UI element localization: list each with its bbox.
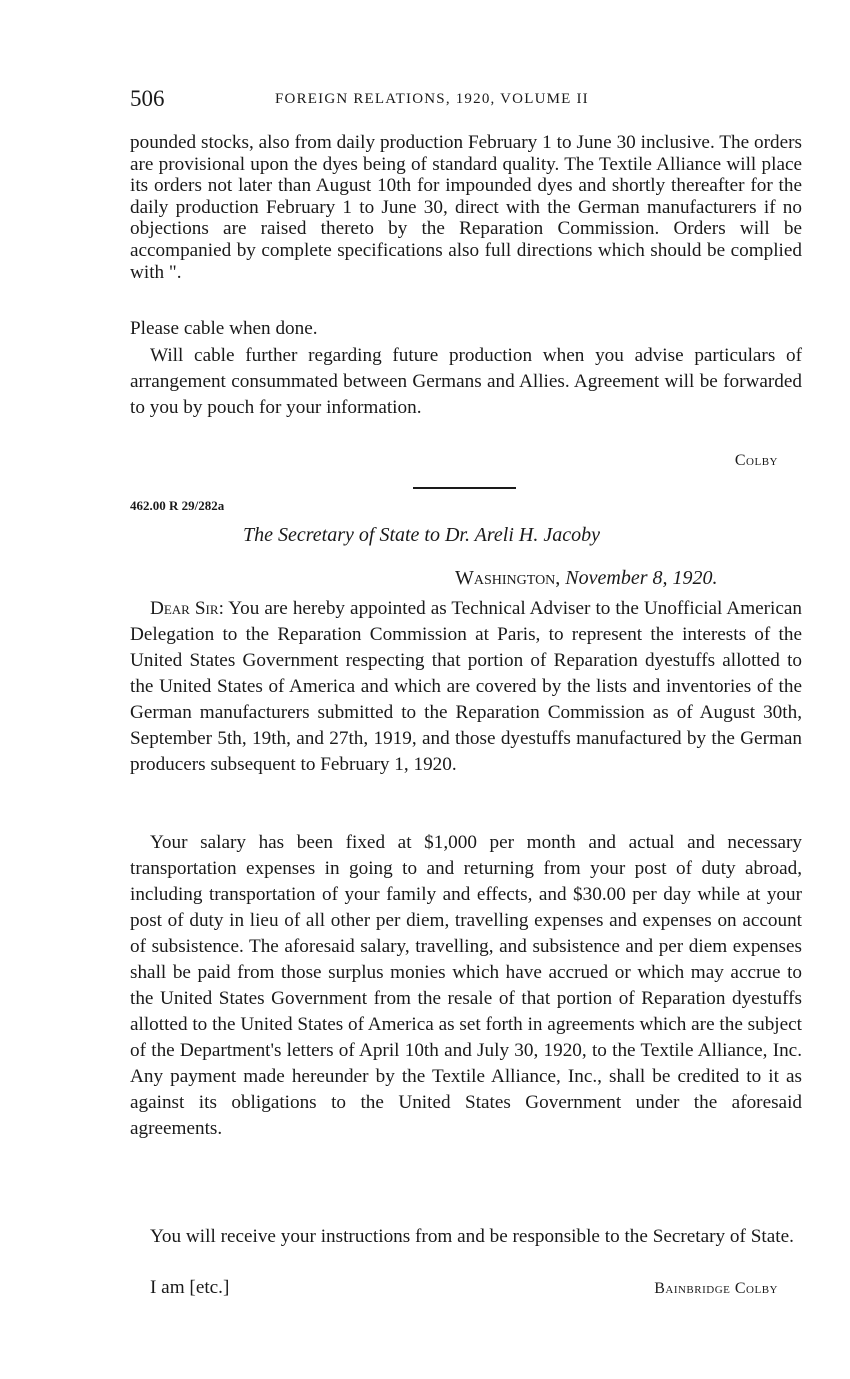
section-divider (413, 487, 516, 489)
file-number: 462.00 R 29/282a (130, 498, 225, 513)
continued-paragraph: pounded stocks, also from daily production February 1 to June 30 inclusive. The orders are provisional upon the dyes being of standard quality. The Textile Alliance will place its orders not later than August 10th for impounded dyes and shortly thereafter for the daily production February 1 to June 30, direct with the German manufacturers if no objections are raised thereto by the Reparation Commission. Orders will be accompanied by complete specifications also full directions which should be complied with ". (130, 132, 802, 283)
letter-paragraph-1 (130, 596, 802, 778)
paragraph-1-text: : You are hereby appointed as Technical Adviser to the Unofficial American Delegation to the Reparation Commission at Paris, to represent the interests of the United States Government respecting that portion of Reparation dyestuffs allotted to the United States of America and which are covered by the lists and inventories of the German manufacturers submitted to the Reparation Commission as of August 30th, September 5th, 19th, and 27th, 1919, and those dyestuffs manufactured by the German producers subsequent to February 1, 1920. (130, 598, 802, 775)
please-cable-line: Please cable when done. (130, 318, 318, 339)
page-number: 506 (130, 86, 165, 111)
closing: I am [etc.] (150, 1277, 230, 1298)
letter-paragraph-2: Your salary has been fixed at $1,000 per month and actual and necessary transportation expenses in going to and returning from your post of duty abroad, including transportation of your family and effects, and $30.00 per day while at your post of duty in lieu of all other per diem, travelling expenses and expenses on account of subsistence. The aforesaid salary, travelling, and subsistence and per diem expenses shall be paid from those surplus monies which have accrued or which may accrue to the United States Government from the resale of that portion of Reparation dyestuffs allotted to the United States of America as set forth in agreements which are the subject of the Department's letters of April 10th and July 30, 1920, to the Textile Alliance, Inc. Any payment made hereunder by the Textile Alliance, Inc., shall be credited to it as against its obligations to the United States Government under the aforesaid agreements. (130, 832, 802, 1139)
page-header (130, 86, 800, 114)
document-title: The Secretary of State to Dr. Areli H. Jacoby (243, 524, 600, 546)
place: Washington, (455, 567, 561, 589)
letter-paragraph-3: You will receive your instructions from and be responsible to the Secretary of State. (150, 1226, 794, 1247)
running-head: FOREIGN RELATIONS, 1920, VOLUME II (275, 91, 589, 107)
will-cable-paragraph: Will cable further regarding future production when you advise particulars of arrangement consummated between Germans and Allies. Agreement will be forwarded to you by pouch for your information. (130, 345, 802, 418)
signature-colby: Colby (734, 452, 778, 469)
place-date-line (455, 567, 718, 590)
signature-bainbridge-colby: Bainbridge Colby (654, 1280, 778, 1297)
date: November 8, 1920. (565, 567, 718, 589)
salutation: Dear Sir (150, 598, 219, 619)
